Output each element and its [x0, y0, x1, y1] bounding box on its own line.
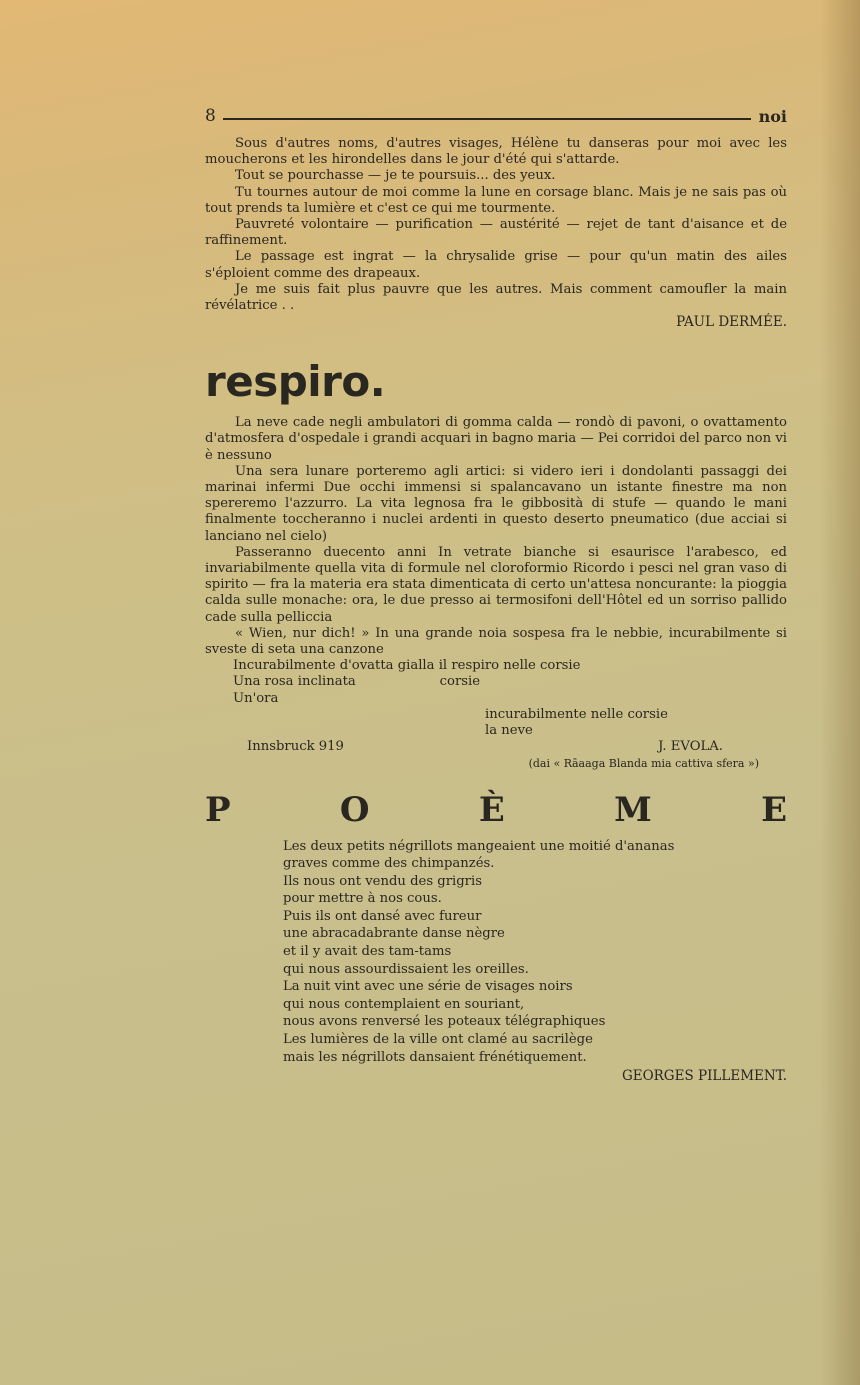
poeme-line: Les lumières de la ville ont clamé au sacrilège [283, 1032, 593, 1048]
journal-name: noi [758, 107, 787, 126]
poeme-line: nous avons renversé les poteaux télégraphiques [283, 1014, 606, 1030]
poeme-line: Ils nous ont vendu des grigris [283, 873, 482, 889]
respiro-line: Una rosa inclinata corsie [233, 674, 481, 690]
respiro-right-line: incurabilmente nelle corsie [485, 706, 668, 722]
respiro-right-line: la neve [485, 723, 533, 739]
respiro-paragraph: « Wien, nur dich! » In una grande noia sospesa fra le nebbie, incurabilmente si sveste di seta una canzone [205, 625, 787, 658]
poeme-verse [283, 838, 787, 1067]
dermee-author: PAUL DERMÉE. [676, 314, 787, 331]
poeme-line: qui nous assourdissaient les oreilles. [283, 961, 529, 977]
respiro-source: (dai « Rāaaga Blanda mia cattiva sfera ») [528, 756, 759, 770]
poeme-line: graves comme des chimpanzés. [283, 856, 495, 872]
poeme-title-letter: E [761, 789, 787, 830]
respiro-title: respiro. [205, 357, 386, 407]
dermee-paragraph: Je me suis fait plus pauvre que les autres. Mais comment camoufler la main révélatrice . . [205, 281, 787, 314]
respiro-line: Un'ora [233, 690, 279, 706]
respiro-paragraph: Passeranno duecento anni In vetrate bianche si esaurisce l'arabesco, ed invariabilmente quella vita di formule nel cloroformio Ricordo i pesci nel gran vaso di spirito — fra la materia era stata dimenticata di certo un'attesa noncurante: la pioggia calda sulle monache: ora, le due presso ai termosifoni dell'Hôtel ed un sorriso pallido cade sulla pelliccia [205, 544, 787, 625]
poeme-line: pour mettre à nos cous. [283, 891, 442, 907]
poeme-title [205, 790, 787, 830]
respiro-prose [205, 415, 787, 771]
respiro-footer [205, 739, 787, 755]
dermee-paragraph: Le passage est ingrat — la chrysalide grise — pour qu'un matin des ailes s'éploient comme des drapeaux. [205, 249, 787, 281]
poeme-title-letter: È [478, 789, 505, 830]
poeme-line: Puis ils ont dansé avec fureur [283, 908, 482, 924]
poeme-line: mais les négrillots dansaient frénétiquement. [283, 1049, 587, 1065]
page-number: 8 [205, 106, 216, 126]
poeme-line: qui nous contemplaient en souriant, [283, 996, 525, 1012]
poeme-title-letter: O [339, 789, 370, 830]
respiro-paragraph: La neve cade negli ambulatori di gomma calda — rondò di pavoni, o ovattamento d'atmosfera d'ospedale i grandi acquari in bagno maria — Pei corridoi del parco non vi è nessuno [205, 415, 787, 463]
poeme-title-letter: M [614, 789, 652, 830]
respiro-line: Incurabilmente d'ovatta gialla il respiro nelle corsie [233, 658, 581, 674]
dermee-paragraph: Sous d'autres noms, d'autres visages, Hélène tu danseras pour moi avec les moucherons et les hirondelles dans le jour d'été qui s'attarde. [205, 136, 787, 168]
page-edge-shadow [820, 0, 860, 1385]
dermee-paragraph: Tu tournes autour de moi comme la lune en corsage blanc. Mais je ne sais pas où tout prends ta lumière et c'est ce qui me tourmente. [205, 184, 787, 216]
poeme-line: La nuit vint avec une série de visages noirs [283, 979, 573, 995]
journal-page [205, 100, 787, 1085]
poeme-line: une abracadabrante danse nègre [283, 926, 505, 942]
respiro-paragraph: Una sera lunare porteremo agli artici: si videro ieri i dondolanti passaggi dei marinai infermi Due occhi immensi si spalancavano un istante finestre ma non spereremo l'azzurro. La vita legnosa fra le gibbosità di stufe — quando le mani finalmente toccheranno i nuclei ardenti in questo deserto pneumatico (due acciai si lanciano nel cielo) [205, 463, 787, 544]
poeme-line: Les deux petits négrillots mangeaient une moitié d'ananas [283, 838, 675, 854]
dermee-paragraph: Tout se pourchasse — je te poursuis... des yeux. [235, 168, 556, 184]
dermee-paragraph: Pauvreté volontaire — purification — austérité — rejet de tant d'aisance et de raffinement. [205, 217, 787, 249]
header-rule [223, 118, 751, 120]
poeme-line: et il y avait des tam-tams [283, 944, 452, 960]
poeme-title-letter: P [205, 789, 231, 830]
poeme-author: GEORGES PILLEMENT. [621, 1068, 787, 1085]
dermee-prose [205, 136, 787, 331]
respiro-author: J. EVOLA. [658, 739, 723, 755]
page-header [205, 100, 787, 126]
place-date: Innsbruck 919 [247, 739, 344, 755]
